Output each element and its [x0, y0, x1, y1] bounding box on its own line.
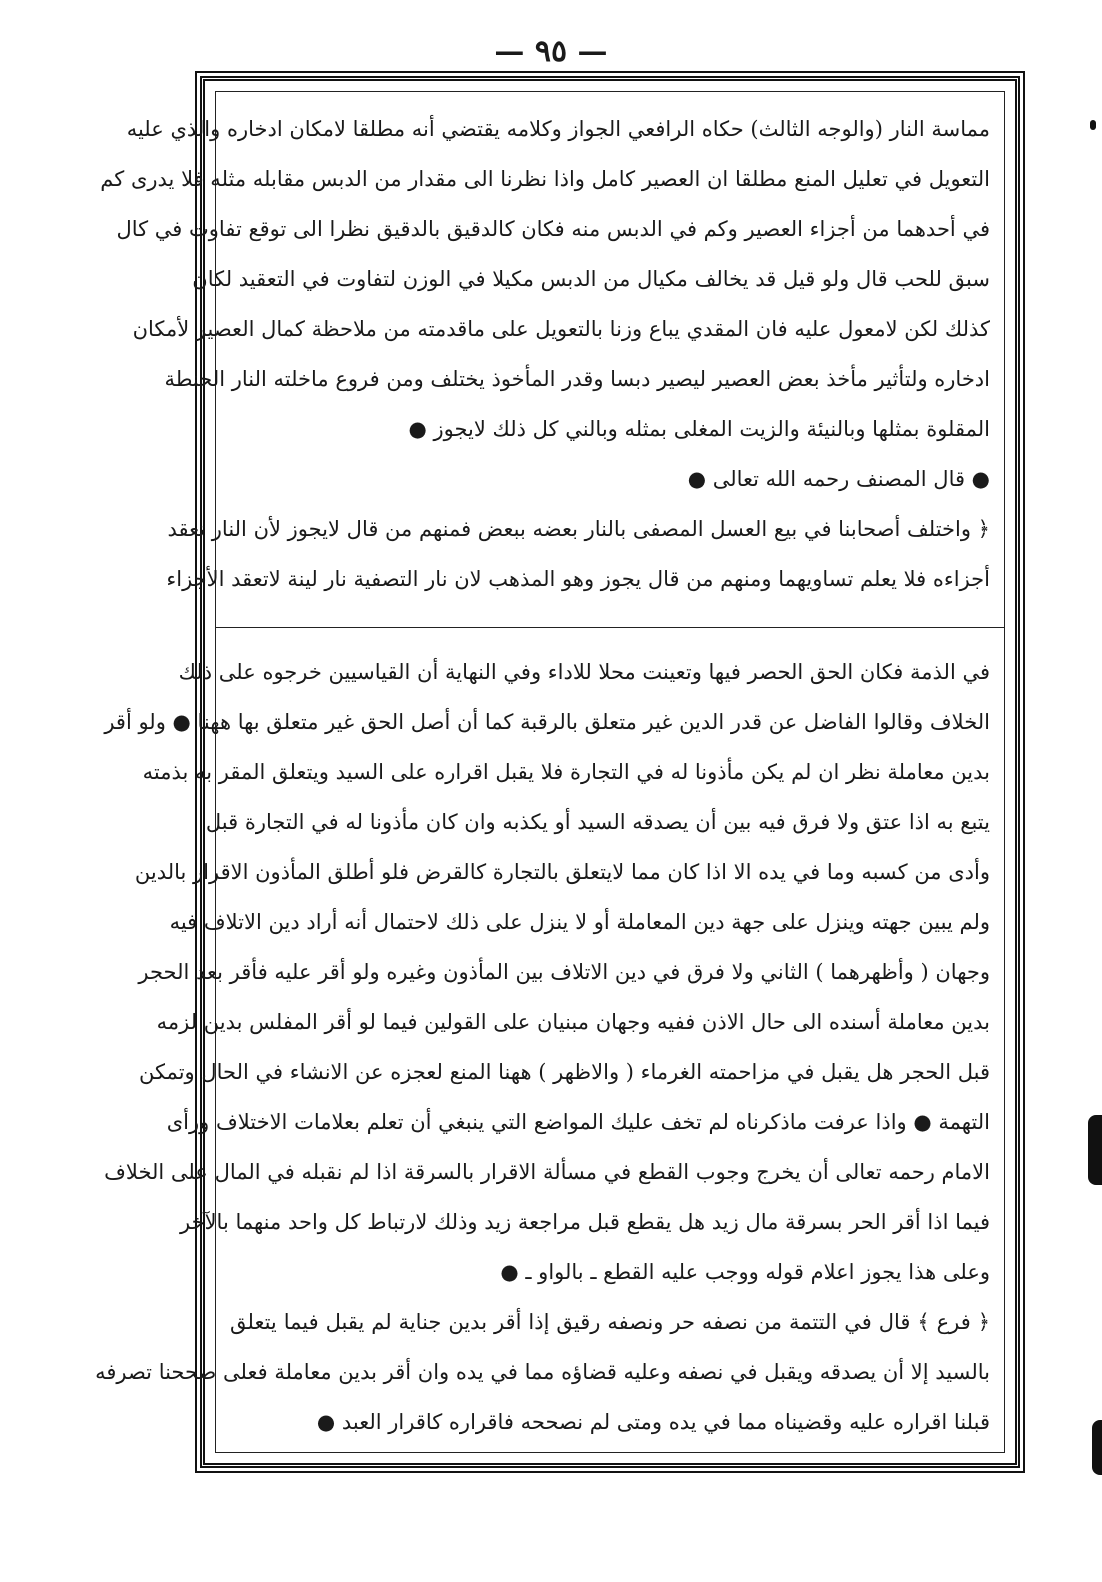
text-line: ﴿ فرع ﴾ قال في التتمة من نصفه حر ونصفه رقيق إذا أقر بدين جناية لم يقبل فيما يتعلق	[230, 1310, 990, 1334]
section-divider	[216, 627, 1004, 628]
text-line: فيما اذا أقر الحر بسرقة مال زيد هل يقطع قبل مراجعة زيد وذلك لارتباط كل واحد منهما بالآخر	[180, 1210, 990, 1234]
text-line: بالسيد إلا أن يصدقه ويقبل في نصفه وعليه قضاؤه مما في يده وان أقر بدين معاملة فعلى صححنا تصرفه	[95, 1360, 990, 1384]
text-line: ادخاره ولتأثير مأخذ بعض العصير ليصير دبسا وقدر المأخوذ يختلف ومن فروع ماخلته النار الحنطة	[164, 367, 990, 391]
text-line: أجزاءه فلا يعلم تساويهما ومنهم من قال يجوز وهو المذهب لان نار التصفية نار لينة لاتعقد الأجزاء	[166, 567, 990, 591]
text-line: يتبع به اذا عتق ولا فرق فيه بين أن يصدقه السيد أو يكذبه وان كان مأذونا له في التجارة قبل	[205, 810, 990, 834]
edge-dot	[1090, 120, 1096, 130]
text-line: الامام رحمه تعالى أن يخرج وجوب القطع في مسألة الاقرار بالسرقة اذا لم نقبله في المال على الخلاف	[104, 1160, 990, 1184]
text-line: في الذمة فكان الحق الحصر فيها وتعينت محلا للاداء وفي النهاية أن القياسيين خرجوه على ذلك	[178, 660, 990, 684]
text-line: قبل الحجر هل يقبل في مزاحمته الغرماء ( والاظهر ) ههنا المنع لعجزه عن الانشاء في الحال وتمكن	[138, 1060, 990, 1084]
main-text-block	[95, 647, 990, 1447]
edge-blot	[1088, 1115, 1102, 1185]
text-line: وجهان ( وأظهرهما ) الثاني ولا فرق في دين الاتلاف بين المأذون وغيره ولو أقر عليه فأقر بعد الحجر	[138, 960, 990, 984]
text-line: مماسة النار (والوجه الثالث) حكاه الرافعي الجواز وكلامه يقتضي أنه مطلقا لامكان ادخاره والذي عليه	[126, 117, 990, 141]
commentary-block	[100, 104, 990, 604]
text-line: التعويل في تعليل المنع مطلقا ان العصير كامل واذا نظرنا الى مقدار من الدبس مقابله مثله فلا يدرى كم	[100, 167, 990, 191]
inner-border	[95, 91, 1005, 1453]
text-line: وأدى من كسبه وما في يده الا اذا كان مما لايتعلق بالتجارة كالقرض فلو أطلق المأذون الاقرار بالدين	[134, 860, 990, 884]
text-line: ولم يبين جهته وينزل على جهة دين المعاملة أو لا ينزل على ذلك لاحتمال أنه أراد دين الاتلاف فيه	[169, 910, 990, 934]
text-line: الخلاف وقالوا الفاضل عن قدر الدين غير متعلق بالرقبة كما أن أصل الحق غير متعلق بها ههنا ● ولو أقر	[104, 710, 990, 734]
section-heading: ● قال المصنف رحمه الله تعالى ●	[687, 467, 990, 491]
text-line: سبق للحب قال ولو قيل قد يخالف مكيال من الدبس مكيلا في الوزن لتفاوت في التعقيد لكان	[192, 267, 990, 291]
text-line: التهمة ● واذا عرفت ماذكرناه لم تخف عليك المواضع التي ينبغي أن تعلم بعلامات الاختلاف ورأى	[166, 1110, 990, 1134]
text-line: كذلك لكن لامعول عليه فان المقدي يباع وزنا بالتعويل على ماقدمته من ملاحظة كمال العصير لأمكان	[132, 317, 990, 341]
page-number: — ٩٥ —	[494, 34, 608, 69]
page-frame	[95, 76, 1020, 1468]
text-line: بدين معاملة أسنده الى حال الاذن ففيه وجهان مبنيان على القولين فيما لو أقر المفلس بدين لزمه	[156, 1010, 990, 1034]
text-line: وعلى هذا يجوز اعلام قوله ووجب عليه القطع ـ بالواو ـ ●	[500, 1260, 990, 1284]
text-line: قبلنا اقراره عليه وقضيناه مما في يده ومتى لم نصححه فاقراره كاقرار العبد ●	[316, 1410, 990, 1434]
text-line: ﴿ واختلف أصحابنا في بيع العسل المصفى بالنار بعضه ببعض فمنهم من قال لايجوز لأن النار تعقد	[167, 517, 990, 541]
text-line: المقلوة بمثلها وبالنيئة والزيت المغلى بمثله وبالني كل ذلك لايجوز ●	[408, 417, 990, 441]
text-line: في أحدهما من أجزاء العصير وكم في الدبس منه فكان كالدقيق بالدقيق نظرا الى توقع تفاوت في كال	[116, 217, 990, 241]
text-line: بدين معاملة نظر ان لم يكن مأذونا له في التجارة فلا يقبل اقراره على السيد ويتعلق المقر به بذمته	[142, 760, 990, 784]
edge-blot-lower	[1092, 1420, 1102, 1475]
